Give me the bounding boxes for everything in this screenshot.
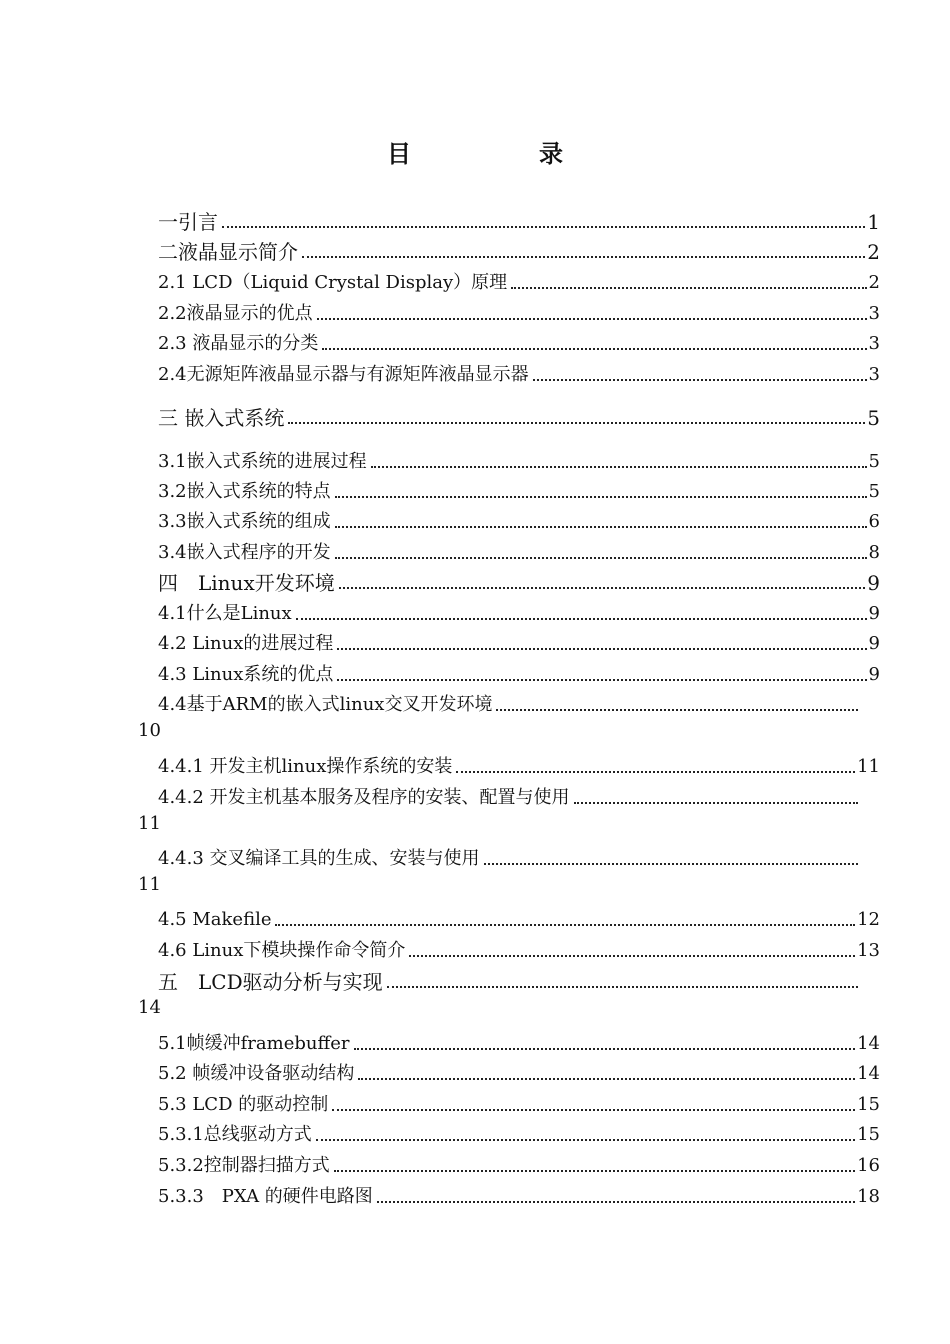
toc-entry-page: 3 — [868, 303, 880, 324]
toc-entry-page: 3 — [868, 364, 880, 385]
toc-entry-label: 4.6 Linux下模块操作命令简介 — [158, 940, 406, 961]
toc-entry-label: 5.3 LCD 的驱动控制 — [158, 1094, 329, 1115]
toc-entry-label: 3.2嵌入式系统的特点 — [158, 481, 331, 502]
toc-entry — [158, 906, 880, 932]
toc-title: 目 录 — [387, 139, 615, 168]
toc-entry-label: 2.3 液晶显示的分类 — [158, 333, 319, 354]
dot-leader — [335, 556, 867, 559]
dot-leader — [288, 421, 865, 424]
toc-entry-page: 5 — [867, 406, 880, 430]
toc-entry-page: 10 — [138, 720, 161, 741]
dot-leader — [533, 378, 867, 381]
dot-leader — [377, 1200, 855, 1203]
toc-entry — [158, 753, 880, 779]
dot-leader — [296, 617, 867, 620]
toc-entry-page: 14 — [857, 1033, 880, 1054]
toc-entry — [158, 1183, 880, 1209]
dot-leader — [496, 708, 858, 711]
toc-entry-page: 5 — [868, 451, 880, 472]
toc-entry-label: 4.3 Linux系统的优点 — [158, 664, 334, 685]
toc-entry-page: 3 — [868, 333, 880, 354]
dot-leader — [354, 1047, 856, 1050]
toc-entry-label: 5.2 帧缓冲设备驱动结构 — [158, 1063, 355, 1084]
dot-leader — [335, 525, 867, 528]
toc-entry — [158, 1152, 880, 1178]
toc-entry — [158, 238, 880, 264]
toc-entry-page: 8 — [868, 542, 880, 563]
toc-entry-label: 二液晶显示简介 — [158, 240, 298, 264]
toc-entry-label: 5.3.2控制器扫描方式 — [158, 1155, 330, 1176]
toc-entry-label: 3.4嵌入式程序的开发 — [158, 542, 331, 563]
toc-entry-page: 14 — [857, 1063, 880, 1084]
toc-entry-label: 三 嵌入式系统 — [158, 406, 285, 430]
toc-entry — [158, 784, 860, 810]
toc-entry-label: 3.3嵌入式系统的组成 — [158, 511, 331, 532]
toc-entry-label: 2.1 LCD（Liquid Crystal Display）原理 — [158, 272, 508, 293]
toc-entry — [158, 1060, 880, 1086]
toc-entry — [158, 569, 880, 595]
dot-leader — [222, 225, 865, 228]
toc-entry — [158, 845, 860, 871]
dot-leader — [456, 770, 855, 773]
toc-entry — [158, 208, 880, 234]
toc-entry — [158, 539, 880, 565]
toc-entry-page: 6 — [868, 511, 880, 532]
toc-entry — [158, 478, 880, 504]
dot-leader — [358, 1077, 855, 1080]
toc-entry-page: 11 — [138, 813, 161, 834]
dot-leader — [302, 255, 865, 258]
toc-entry-page: 12 — [857, 909, 880, 930]
toc-entry-label: 2.4无源矩阵液晶显示器与有源矩阵液晶显示器 — [158, 364, 529, 385]
toc-entry-page: 1 — [867, 210, 880, 234]
toc-entry-page: 9 — [867, 571, 880, 595]
dot-leader — [317, 317, 867, 320]
toc-entry — [158, 1091, 880, 1117]
dot-leader — [322, 347, 866, 350]
toc-entry — [158, 1121, 880, 1147]
toc-entry-page: 2 — [867, 240, 880, 264]
dot-leader — [332, 1108, 855, 1111]
toc-entry-page: 9 — [868, 664, 880, 685]
dot-leader — [334, 1169, 855, 1172]
toc-entry — [158, 300, 880, 326]
toc-entry-label: 4.4.3 交叉编译工具的生成、安装与使用 — [158, 848, 480, 869]
toc-entry-label: 2.2液晶显示的优点 — [158, 303, 313, 324]
toc-entry-page: 15 — [857, 1094, 880, 1115]
dot-leader — [335, 495, 867, 498]
toc-entry-page: 5 — [868, 481, 880, 502]
toc-entry — [158, 361, 880, 387]
toc-entry-label: 4.5 Makefile — [158, 909, 272, 930]
toc-entry-page: 18 — [857, 1186, 880, 1207]
toc-entry — [158, 508, 880, 534]
dot-leader — [574, 801, 858, 804]
toc-entry — [158, 404, 880, 430]
dot-leader — [316, 1138, 855, 1141]
toc-entry — [158, 630, 880, 656]
dot-leader — [337, 647, 866, 650]
toc-entry-page: 11 — [857, 756, 880, 777]
toc-entry-label: 4.1什么是Linux — [158, 603, 292, 624]
dot-leader — [484, 862, 858, 865]
toc-entry-label: 3.1嵌入式系统的进展过程 — [158, 451, 367, 472]
dot-leader — [275, 923, 855, 926]
toc-entry — [158, 661, 880, 687]
toc-entry-page: 9 — [868, 633, 880, 654]
toc-entry — [158, 968, 860, 994]
toc-entry-page: 15 — [857, 1124, 880, 1145]
toc-entry — [158, 269, 880, 295]
toc-entry-label: 四 Linux开发环境 — [158, 571, 335, 595]
toc-entry-label: 一引言 — [158, 210, 218, 234]
toc-entry-page: 14 — [138, 997, 161, 1018]
toc-entry — [158, 1030, 880, 1056]
toc-entry-label: 4.4基于ARM的嵌入式linux交叉开发环境 — [158, 694, 493, 715]
toc-entry-page: 9 — [868, 603, 880, 624]
toc-entry — [158, 937, 880, 963]
dot-leader — [387, 985, 858, 988]
dot-leader — [511, 286, 866, 289]
toc-entry — [158, 691, 860, 717]
toc-entry-label: 5.3.1总线驱动方式 — [158, 1124, 312, 1145]
dot-leader — [339, 586, 866, 589]
toc-entry-page: 16 — [857, 1155, 880, 1176]
toc-entry-label: 4.4.1 开发主机linux操作系统的安装 — [158, 756, 453, 777]
toc-entry-page: 13 — [857, 940, 880, 961]
dot-leader — [409, 954, 855, 957]
toc-entry-page: 11 — [138, 874, 161, 895]
toc-entry — [158, 330, 880, 356]
toc-entry — [158, 448, 880, 474]
toc-entry-label: 5.1帧缓冲framebuffer — [158, 1033, 350, 1054]
toc-entry-label: 五 LCD驱动分析与实现 — [158, 970, 383, 994]
toc-entry-label: 4.4.2 开发主机基本服务及程序的安装、配置与使用 — [158, 787, 570, 808]
toc-entry — [158, 600, 880, 626]
dot-leader — [371, 465, 867, 468]
dot-leader — [337, 678, 866, 681]
toc-entry-page: 2 — [868, 272, 880, 293]
toc-entry-label: 4.2 Linux的进展过程 — [158, 633, 334, 654]
toc-entry-label: 5.3.3 PXA 的硬件电路图 — [158, 1186, 373, 1207]
